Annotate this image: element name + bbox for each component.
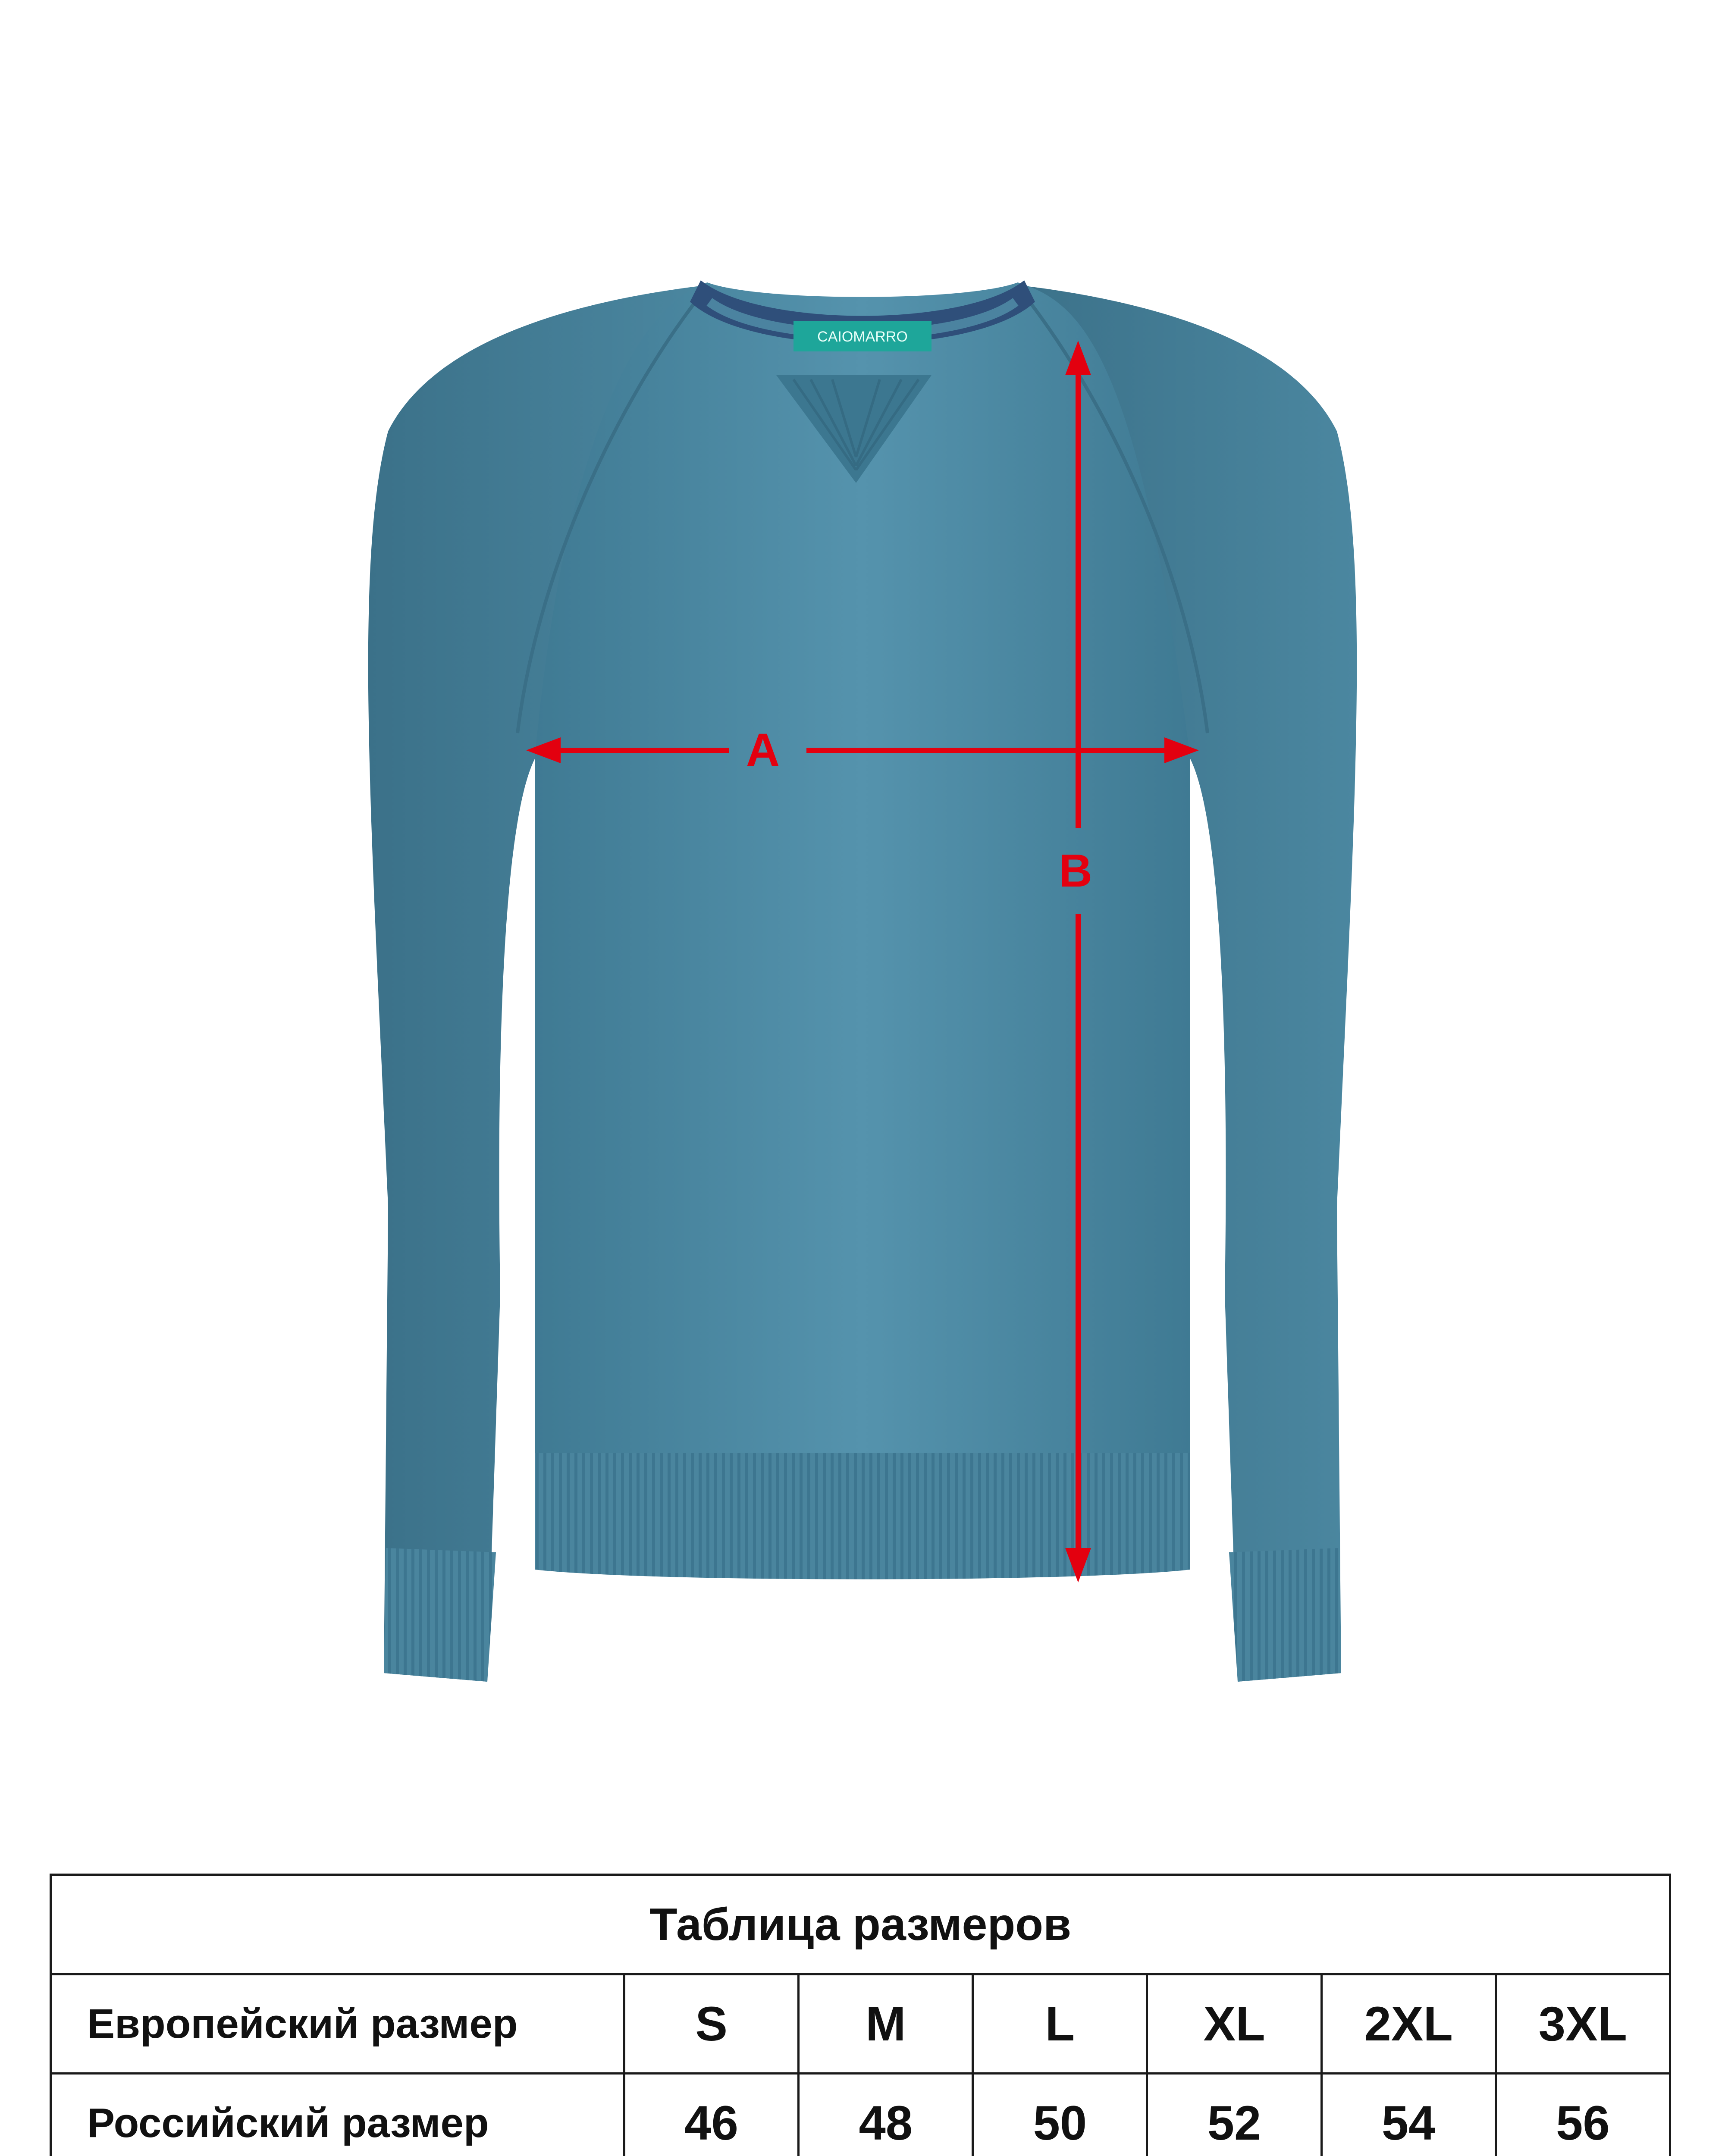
right-cuff bbox=[1229, 1548, 1341, 1682]
table-cell: XL bbox=[1147, 1974, 1321, 2074]
table-cell: 2XL bbox=[1321, 1974, 1496, 2074]
measure-b-label: B bbox=[1059, 844, 1092, 896]
table-cell: 54 bbox=[1321, 2074, 1496, 2156]
size-table-title: Таблица размеров bbox=[51, 1875, 1670, 1974]
table-row bbox=[51, 2074, 1670, 2156]
table-cell: 56 bbox=[1496, 2074, 1670, 2156]
row-label-ru-size: Российский размер bbox=[51, 2074, 624, 2156]
table-cell: 52 bbox=[1147, 2074, 1321, 2156]
left-cuff bbox=[384, 1548, 496, 1682]
table-cell: S bbox=[624, 1974, 799, 2074]
table-row bbox=[51, 1974, 1670, 2074]
table-cell: M bbox=[799, 1974, 973, 2074]
table-cell: 3XL bbox=[1496, 1974, 1670, 2074]
measure-a-label: A bbox=[746, 724, 780, 776]
table-cell: 50 bbox=[973, 2074, 1147, 2156]
brand-tag-text: CAIOMARRO bbox=[817, 329, 908, 345]
row-label-eu-size: Европейский размер bbox=[51, 1974, 624, 2074]
table-cell: L bbox=[973, 1974, 1147, 2074]
hem-rib bbox=[535, 1453, 1190, 1579]
table-cell: 46 bbox=[624, 2074, 799, 2156]
size-table bbox=[50, 1874, 1671, 2156]
table-cell: 48 bbox=[799, 2074, 973, 2156]
